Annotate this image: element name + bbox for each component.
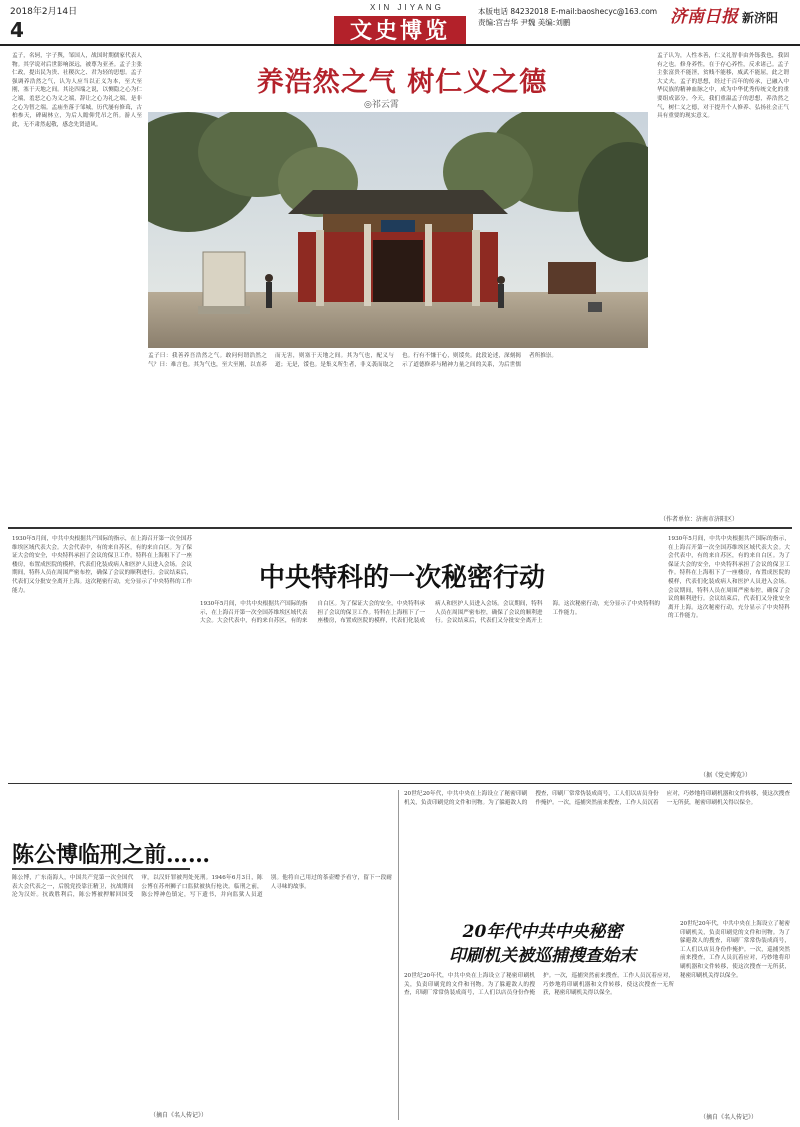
article2-credit: （据《党史博览》） xyxy=(700,772,752,779)
article1-credit: （作者单位：济南市济阳区） xyxy=(660,516,739,523)
article1-title: 养浩然之气 树仁义之德 xyxy=(256,67,548,98)
article4-text-top: 20世纪20年代，中共中央在上海设立了秘密印刷机关，负责印刷党的文件和刊物。为了躲避敌人的搜查，印刷厂常常伪装成商号，工人们以店员身份作掩护。一次，巡捕突然前来搜查，工作人员沉着应对，巧妙地将印刷机器和文件转移，使这次搜查一无所获，秘密印刷机关得以保全。 xyxy=(404,791,790,806)
article3-credit: （摘自《名人传记》） xyxy=(150,1112,208,1119)
article4-text-right: 20世纪20年代，中共中央在上海设立了秘密印刷机关，负责印刷党的文件和刊物。为了躲避敌人的搜查，印刷厂常常伪装成商号，工人们以店员身份作掩护。一次，巡捕突然前来搜查，工作人员沉着应对，巧妙地将印刷机器和文件转移，使这次搜查一无所获，秘密印刷机关得以保全。 xyxy=(680,921,790,979)
article4-title-line2: 印刷机关被巡捕搜查始末 xyxy=(449,946,636,966)
article1-author: ◎祁云霄 xyxy=(364,100,399,110)
section-divider xyxy=(8,527,792,529)
column-divider xyxy=(398,790,399,1120)
contact-info xyxy=(478,6,657,28)
issue-date: 2018年2月14日 xyxy=(10,7,78,17)
section-pinyin: XIN JIYANG xyxy=(370,3,444,12)
article3-columns xyxy=(12,874,392,1119)
article4-title xyxy=(410,920,675,968)
article1-right-text: 孟子认为，人性本善，仁义礼智非由外铄我也，我固有之也。修身养性，在于存心养性，反求诸己。孟子主张富贵不能淫，贫贱不能移，威武不能屈，此之谓大丈夫。孟子的思想，经过千百年的传承，已融入中华民族的精神血脉之中，成为中华优秀传统文化的重要组成部分。今天，我们重温孟子的思想，养浩然之气，树仁义之德，对于提升个人修养、弘扬社会正气具有重要的现实意义。 xyxy=(657,53,789,120)
author-name: 祁云霄 xyxy=(371,100,399,110)
article3-title: 陈公博临刑之前…… xyxy=(12,842,211,868)
article2-columns xyxy=(200,600,660,770)
masthead-title: 济南日报 xyxy=(670,7,738,27)
contact-line: 本版电话 84232018 E-mail:baoshecyc@163.com xyxy=(478,7,658,16)
editor-line: 责编:宫吉华 尹魏 美编:刘鹏 xyxy=(478,18,571,27)
article1-bottom-text: 孟子曰：我善养吾浩然之气。敢问何谓浩然之气？曰：难言也。其为气也，至大至刚，以直养而无害，则塞于天地之间。其为气也，配义与道；无是，馁也。是集义所生者，非义袭而取之也。行有不慊于心，则馁矣。此段论述，深刻揭示了道德修养与精神力量之间的关系，为后世儒者所推崇。 xyxy=(148,353,557,368)
masthead xyxy=(670,2,796,28)
article2-text-1: 1930年5月间，中共中央根据共产国际的指示，在上海召开第一次全国苏维埃区域代表大会。大会代表中，有的来自苏区，有的来自白区。为了保证大会的安全，中央特科承担了会议的保卫工作。特科在上海租下了一座楼房，布置成医院的模样，代表们化装成病人和医护人员进入会场。会议期间，特科人员在周围严密布控，确保了会议的顺利进行。会议结束后，代表们又分批安全离开上海。这次秘密行动，充分显示了中央特科的工作能力。 xyxy=(12,536,192,594)
temple-gate-illustration xyxy=(148,112,648,348)
article2-text-3: 1930年5月间，中共中央根据共产国际的指示，在上海召开第一次全国苏维埃区域代表大会。大会代表中，有的来自苏区，有的来自白区。为了保证大会的安全，中央特科承担了会议的保卫工作。特科在上海租下了一座楼房，布置成医院的模样，代表们化装成病人和医护人员进入会场。会议期间，特科人员在周围严密布控，确保了会议的顺利进行。会议结束后，代表们又分批安全离开上海。这次秘密行动，充分显示了中央特科的工作能力。 xyxy=(668,536,790,620)
article4-title-line1: 20年代中共中央秘密 xyxy=(462,922,623,942)
article1-left-text: 孟子，名轲，字子舆，邹国人，战国时期儒家代表人物。其学说对后世影响深远，被尊为亚圣。孟子主张仁政，提出民为贵、社稷次之、君为轻的思想。孟子强调养浩然之气，认为人应当以正义为本，至大至刚，塞于天地之间。其论四端之说，以恻隐之心为仁之端，羞恶之心为义之端，辞让之心为礼之端，是非之心为智之端。孟庙坐落于邹城，历代屡有修葺，古柏参天，碑碣林立，为后人瞻仰凭吊之所。游人至此，无不肃然起敬，感念先贤遗风。 xyxy=(12,53,142,128)
page-number: 4 xyxy=(10,18,24,42)
article4-bottom-columns xyxy=(404,972,674,1120)
article2-column-right xyxy=(668,535,790,765)
header-rule xyxy=(0,44,800,46)
article4-right-column xyxy=(680,920,790,1110)
section-divider-2 xyxy=(8,783,792,784)
article1-column-right xyxy=(657,52,789,512)
article4-text-bottom: 20世纪20年代，中共中央在上海设立了秘密印刷机关，负责印刷党的文件和刊物。为了躲避敌人的搜查，印刷厂常常伪装成商号，工人们以店员身份作掩护。一次，巡捕突然前来搜查，工作人员沉着应对，巧妙地将印刷机器和文件转移，使这次搜查一无所获，秘密印刷机关得以保全。 xyxy=(404,973,674,997)
section-title: 文史博览 xyxy=(334,16,466,46)
article1-column-left xyxy=(12,52,142,512)
article4-credit: （摘自《名人传记》） xyxy=(700,1114,758,1121)
masthead-sub: 新济阳 xyxy=(742,11,779,25)
article2-title: 中央特科的一次秘密行动 xyxy=(258,563,545,593)
article3-text: 陈公博，广东南海人，中国共产党第一次全国代表大会代表之一，后脱党投靠汪精卫，抗战期间沦为汉奸。抗战胜利后，陈公博被押解回国受审，以汉奸罪被判处死刑。1946年6月3日，陈公博在苏州狮子口监狱被执行枪决。临刑之前，陈公博神色镇定，写下遗书，并向监狱人员道别。他将自己用过的茶壶赠予看守，留下一段耐人寻味的故事。 xyxy=(12,875,392,899)
article4-top-columns xyxy=(404,790,790,915)
article3-title-rule xyxy=(12,868,190,870)
article2-text-2: 1930年5月间，中共中央根据共产国际的指示，在上海召开第一次全国苏维埃区域代表大会。大会代表中，有的来自苏区，有的来自白区。为了保证大会的安全，中央特科承担了会议的保卫工作。特科在上海租下了一座楼房，布置成医院的模样，代表们化装成病人和医护人员进入会场。会议期间，特科人员在周围严密布控，确保了会议的顺利进行。会议结束后，代表们又分批安全离开上海。这次秘密行动，充分显示了中央特科的工作能力。 xyxy=(200,601,660,625)
article1-bottom-columns xyxy=(148,352,648,512)
article2-column-1 xyxy=(12,535,192,825)
temple-gate-photo xyxy=(148,112,648,348)
